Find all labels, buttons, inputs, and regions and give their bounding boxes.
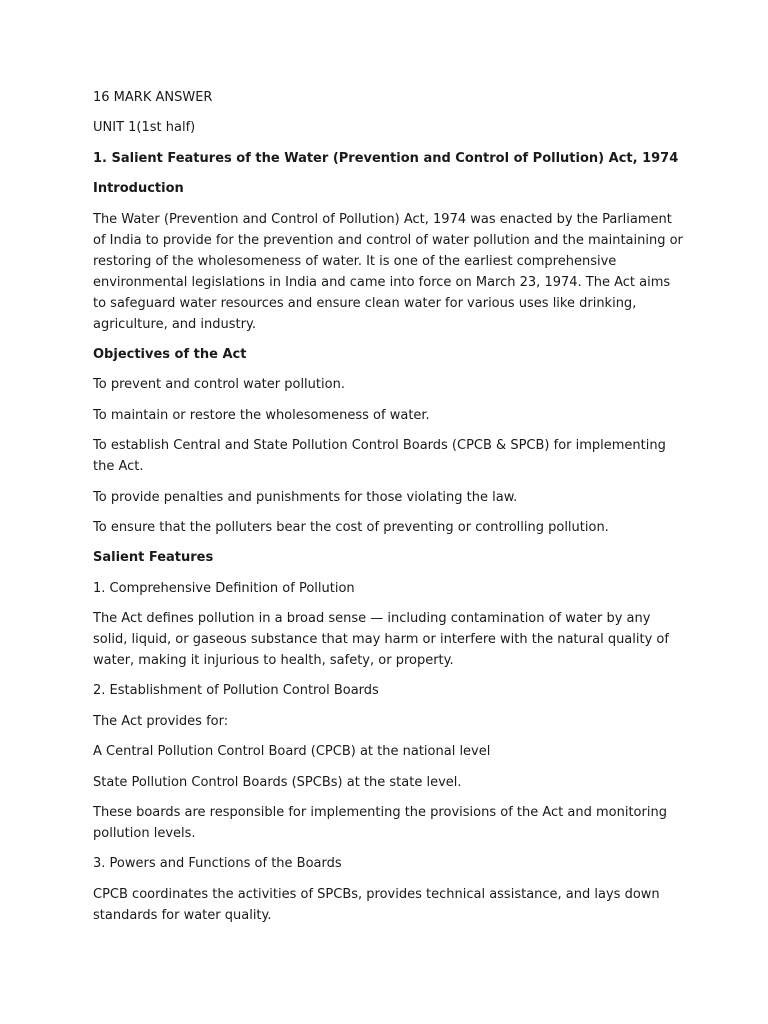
objectives-heading: Objectives of the Act	[93, 346, 247, 362]
objective-item: To prevent and control water pollution.	[93, 377, 345, 393]
feature-heading: 3. Powers and Functions of the Boards	[93, 856, 342, 872]
objective-item: To establish Central and State Pollution Control Boards (CPCB & SPCB) for implementing the Act.	[93, 438, 666, 475]
intro-heading: Introduction	[93, 181, 184, 197]
objective-item: To maintain or restore the wholesomeness of water.	[93, 407, 430, 423]
feature-list-item: State Pollution Control Boards (SPCBs) at the state level.	[93, 774, 462, 790]
doc-title: 1. Salient Features of the Water (Prevention and Control of Pollution) Act, 1974	[93, 150, 679, 166]
feature-paragraph: The Act defines pollution in a broad sense — including contamination of water by any solid, liquid, or gaseous substance that may harm or interfere with the natural quality of water, making it injurious to health, safety, or property.	[93, 611, 669, 669]
intro-paragraph: The Water (Prevention and Control of Pollution) Act, 1974 was enacted by the Parliament of India to provide for the prevention and control of water pollution and the maintaining or restoring of the wholesomeness of water. It is one of the earliest comprehensive environmental legislations in India and came into force on March 23, 1974. The Act aims to safeguard water resources and ensure clean water for various uses like drinking, agriculture, and industry.	[93, 211, 683, 332]
feature-paragraph: The Act provides for:	[93, 713, 229, 729]
feature-paragraph: These boards are responsible for implementing the provisions of the Act and monitoring pollution levels.	[93, 805, 667, 842]
document-page	[93, 87, 683, 935]
feature-list-item: A Central Pollution Control Board (CPCB) at the national level	[93, 744, 491, 760]
objective-item: To provide penalties and punishments for those violating the law.	[93, 489, 518, 505]
feature-heading: 2. Establishment of Pollution Control Boards	[93, 683, 379, 699]
features-heading: Salient Features	[93, 550, 214, 566]
unit-label: UNIT 1(1st half)	[93, 120, 196, 136]
objective-item: To ensure that the polluters bear the cost of preventing or controlling pollution.	[93, 519, 609, 535]
feature-heading: 1. Comprehensive Definition of Pollution	[93, 580, 355, 596]
doc-header: 16 MARK ANSWER	[93, 90, 213, 105]
feature-paragraph: CPCB coordinates the activities of SPCBs, provides technical assistance, and lays down standards for water quality.	[93, 886, 660, 923]
